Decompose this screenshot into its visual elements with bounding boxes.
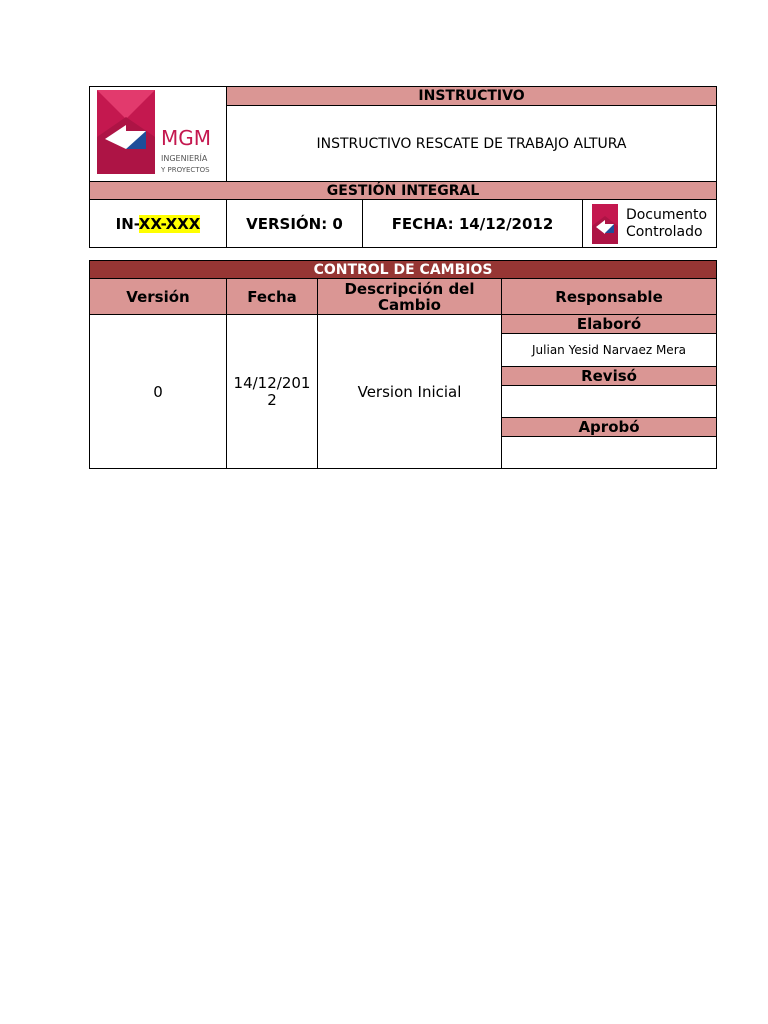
document-control-icon (592, 204, 618, 244)
logo-line1-text: INGENIERÍA (160, 154, 207, 163)
document-control-line2: Controlado (625, 223, 703, 240)
role-aprobo-name (502, 437, 717, 469)
row-version: 0 (90, 315, 227, 469)
document-header-table (89, 86, 717, 248)
logo-brand-text: MGM (160, 126, 211, 150)
company-logo (90, 87, 227, 182)
section-label: GESTIÓN INTEGRAL (90, 182, 717, 200)
row-date: 14/12/2012 (227, 315, 318, 469)
document-control-line1: Documento (625, 206, 708, 223)
document-version: VERSIÓN: 0 (227, 200, 363, 248)
role-elaboro-label: Elaboró (502, 315, 717, 334)
document-code (90, 200, 227, 248)
col-header-responsible: Responsable (502, 279, 717, 315)
change-control-title: CONTROL DE CAMBIOS (90, 261, 717, 279)
col-header-date: Fecha (227, 279, 318, 315)
document-date: FECHA: 14/12/2012 (363, 200, 583, 248)
document-type-label: INSTRUCTIVO (227, 87, 717, 106)
role-reviso-label: Revisó (502, 367, 717, 386)
mgm-logo-icon (91, 87, 226, 177)
role-aprobo-label: Aprobó (502, 418, 717, 437)
document-code-prefix: IN- (115, 214, 139, 233)
row-description: Version Inicial (318, 315, 502, 469)
document-title: INSTRUCTIVO RESCATE DE TRABAJO ALTURA (227, 106, 717, 182)
role-elaboro-name: Julian Yesid Narvaez Mera (502, 334, 717, 367)
role-reviso-name (502, 386, 717, 418)
logo-line2-text: Y PROYECTOS (160, 166, 210, 174)
document-control-stamp (583, 200, 717, 248)
document-code-value: XX-XXX (138, 214, 201, 233)
change-control-table (89, 260, 717, 469)
col-header-description: Descripción del Cambio (318, 279, 502, 315)
col-header-version: Versión (90, 279, 227, 315)
